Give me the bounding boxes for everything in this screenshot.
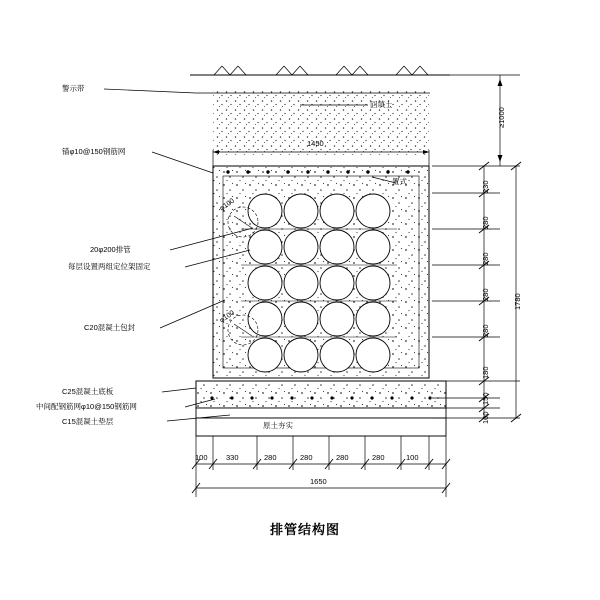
page-title: 排管结构图 (270, 522, 341, 537)
label-mesh-middle: 中间配钢筋网φ10@150钢筋网 (36, 402, 137, 411)
label-pipes-fix: 每层设置两组定位架固定 (68, 262, 151, 271)
dim-right-cover: ≥1000 (497, 107, 506, 128)
warning-tape-leader (104, 89, 196, 93)
dim-bottom-seg-2: 330 (226, 453, 239, 462)
dim-right-seg-6: 180 (481, 366, 490, 379)
label-pipes-20: 20φ200排管 (90, 245, 131, 254)
c25-base-slab (196, 381, 446, 408)
bottom-dimension-chain (192, 436, 450, 497)
dim-bottom-seg-5: 280 (336, 453, 349, 462)
dim-bottom-seg-3: 280 (264, 453, 277, 462)
label-c15-cushion: C15混凝土垫层 (62, 417, 114, 426)
dim-top-1450: 1450 (307, 139, 324, 148)
label-compacted-soil: 原土夯实 (263, 421, 293, 430)
label-c20-encase: C20混凝土包封 (84, 323, 136, 332)
dim-bottom-seg-4: 280 (300, 453, 313, 462)
ground-hatch (214, 66, 428, 75)
right-dimension-chain (432, 75, 521, 422)
label-pipe-dia-bottom: φ100 (218, 309, 236, 325)
dim-right-seg-7: 150 (481, 392, 490, 405)
dim-right-seg-3: 280 (481, 252, 490, 265)
dim-bottom-total: 1650 (310, 477, 327, 486)
label-mesh-top: 锚φ10@150钢筋网 (62, 147, 126, 156)
dim-right-seg-5: 280 (481, 324, 490, 337)
dim-bottom-seg-7: 100 (406, 453, 419, 462)
dim-bottom-seg-1: 100 (195, 453, 208, 462)
dim-right-seg-1: 230 (481, 180, 490, 193)
label-warning-tape: 警示带 (62, 84, 85, 93)
c15-cushion-layer (196, 408, 446, 436)
label-c25-base: C25混凝土底板 (62, 387, 114, 396)
label-pipe-dia-top: φ100 (218, 197, 236, 213)
dim-right-seg-8: 100 (481, 411, 490, 424)
dim-right-seg-2: 280 (481, 216, 490, 229)
dim-right-total: 1780 (513, 293, 522, 310)
c20-encasement-block (213, 166, 429, 378)
label-mesh-note: 置式 (392, 177, 407, 186)
dim-right-seg-4: 280 (481, 288, 490, 301)
label-backfill: 回填土 (370, 100, 393, 109)
dim-bottom-seg-6: 280 (372, 453, 385, 462)
